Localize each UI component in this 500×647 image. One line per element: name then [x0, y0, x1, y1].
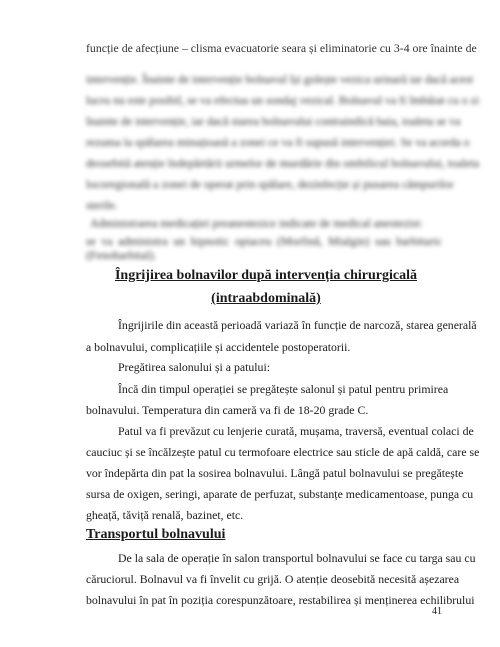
section-heading-subtitle: (intraabdominală)	[211, 291, 321, 306]
paragraph-line: căruciorul. Bolnavul va fi învelit cu grijă. O atenție deosebită necesită așezarea	[86, 572, 460, 586]
paragraph-line: sursa de oxigen, seringi, aparate de perfuzat, substanțe medicamentoase, punga cu	[86, 487, 474, 501]
paragraph-line: bolnavului în pat în poziția corespunzătoare, restabilirea și menținerea echilibrului	[86, 593, 475, 607]
text-line: lucru nu este posibil, se va efectua un sondaj vezical. Bolnavul va fi îmbăiat cu o zi	[86, 93, 480, 107]
text-line: locoregională a zonei de operat prin spălare, dezinfecție și pusarea câmpurilor	[86, 177, 454, 191]
text-line: înainte de intervenție, iar dacă starea bolnavului contraindică baia, toaleta se va	[86, 114, 461, 128]
paragraph-line: a bolnavului, complicațiile și accidentele postoperatorii.	[86, 340, 351, 354]
paragraph-line: bolnavului. Temperatura din cameră va fi de 18-20 grade C.	[86, 403, 369, 417]
text-line: funcție de afecțiune – clisma evacuatorie seara și eliminatorie cu 3-4 ore înainte de	[86, 41, 477, 55]
text-line: se va administra un hipnotic opiaceu (Morfină, Mialgin) sau barbituric	[86, 234, 442, 248]
text-line: (Fenobarbital).	[86, 248, 157, 262]
text-line: rezuma la spălarea minuțioasă a zonei ce va fi supusă intervenției. Se va acorda o	[86, 135, 470, 149]
blurred-text-block	[86, 38, 480, 262]
paragraph-line: Încă din timpul operației se pregătește salonul și patul pentru primirea	[118, 382, 449, 396]
paragraph-line: De la sala de operație în salon transportul bolnavului se face cu targa sau cu	[118, 551, 476, 565]
page-number: 41	[432, 606, 442, 617]
text-line: deosebită atenție îndepărtării urmelor de murdărie din ombilicul bolnavului, toaleta	[86, 156, 480, 170]
text-line: intervenție. Înainte de intervenție bolnavul își golește vezica urinară iar dacă acest	[86, 72, 474, 86]
section-heading: Transportul bolnavului	[86, 527, 226, 542]
paragraph-line: gheață, tăviță renală, bazinet, etc.	[86, 508, 244, 522]
section-heading: Îngrijirea bolnavilor după intervenția chirurgicală	[114, 268, 418, 283]
paragraph-line: Patul va fi prevăzut cu lenjerie curată, mușama, traversă, eventual colaci de	[118, 424, 474, 438]
paragraph-line: cauciuc și se încălzește patul cu termofoare electrice sau sticle de apă caldă, care se	[86, 445, 480, 459]
paragraph-line: Îngrijirile din această perioadă variază în funcție de narcoză, starea generală	[118, 318, 477, 332]
text-line: Administrarea medicației preanestezice indicate de medical anestezist:	[90, 216, 423, 230]
paragraph-line: Pregătirea salonului și a patului:	[118, 360, 271, 374]
text-line: sterile.	[86, 198, 118, 212]
paragraph-line: vor îndepărta din pat la sosirea bolnavului. Lângă patul bolnavului se pregătește	[86, 466, 464, 480]
